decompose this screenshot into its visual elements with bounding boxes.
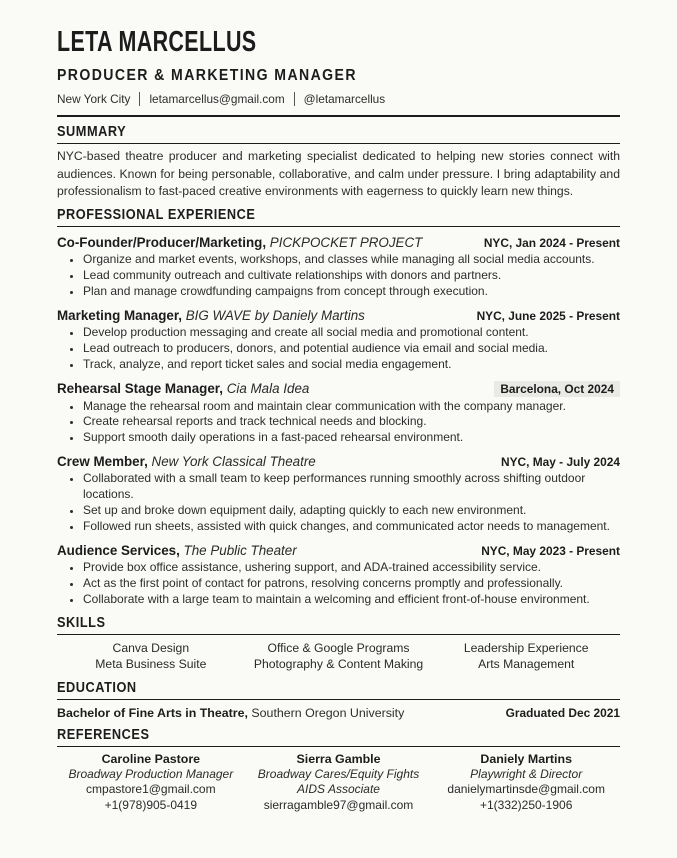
education-school: Southern Oregon University [251,705,405,720]
job-role: Marketing Manager, [57,307,183,323]
skills-heading: SKILLS [57,614,620,635]
job-bullet: • Set up and broke down equipment daily, adapting quickly to each new environment. [82,503,620,519]
section-references [57,726,620,814]
skills-grid [57,640,620,673]
job-date: Barcelona, Oct 2024 [494,381,620,397]
job-org: New York Classical Theatre [151,454,316,470]
person-name: LETA MARCELLUS [57,26,257,58]
job-org: PICKPOCKET PROJECT [269,235,423,251]
reference-card [432,751,620,814]
skill-item: Leadership Experience [463,640,589,655]
contact-location: New York City [57,92,131,107]
job-bullet: • Create rehearsal reports and track technical needs and blocking. [82,414,620,430]
job-header [57,381,620,397]
job-bullet: • Provide box office assistance, ushering support, and ADA-trained accessibility service. [82,560,620,576]
job-role: Rehearsal Stage Manager, [57,380,223,396]
reference-email: cmpastore1@gmail.com [86,782,216,797]
skill-item: Canva Design [112,640,190,655]
job-entry [57,543,620,608]
section-summary [57,123,620,200]
skill-item: Office & Google Programs [267,640,410,655]
skill-item: Arts Management [478,657,575,672]
job-bullet: • Manage the rehearsal room and maintain clear communication with the company manager. [82,399,620,415]
skill-item: Meta Business Suite [95,657,207,672]
job-bullets [57,471,620,535]
job-bullet: • Plan and manage crowdfunding campaigns from concept through execution. [82,284,620,300]
skills-column [245,640,433,673]
reference-phone: +1(978)905-0419 [104,798,198,813]
section-skills [57,614,620,673]
contact-divider [294,92,295,106]
education-degree: Bachelor of Fine Arts in Theatre, [57,705,248,720]
summary-heading: SUMMARY [57,123,620,144]
job-header [57,543,620,558]
job-bullets [57,325,620,373]
job-entry [57,308,620,373]
references-heading: REFERENCES [57,726,620,747]
references-grid [57,751,620,814]
education-row [57,706,620,720]
reference-card [57,751,245,814]
contact-divider [139,92,140,106]
reference-email: danielymartinsde@gmail.com [447,782,605,797]
job-date: NYC, June 2025 - Present [476,308,620,323]
job-role: Crew Member, [57,454,148,470]
reference-title: Playwright & Director [470,766,583,781]
reference-title: Broadway Production Manager [68,766,234,781]
job-bullet: • Followed run sheets, assisted with quick changes, and communicated actor needs to management. [82,519,620,535]
job-date: NYC, May - July 2024 [501,455,620,470]
summary-text: NYC-based theatre producer and marketing specialist dedicated to helping new stories connect with audiences. Known for being personable, collaborative, and calm under pressure. I bring adaptability and professionalism to fast-paced creative environments with eagerness to quickly learn new things. [57,149,620,198]
job-entry [57,381,620,447]
job-header [57,308,620,323]
reference-email: sierragamble97@gmail.com [263,797,414,812]
skills-column [57,640,245,673]
skills-column [432,640,620,673]
job-org: Cia Mala Idea [226,380,310,396]
job-bullet: • Collaborated with a small team to keep performances running smoothly across shifting outdoor locations. [82,471,620,503]
person-title: PRODUCER & MARKETING MANAGER [57,67,357,85]
skill-item: Photography & Content Making [253,657,424,672]
contact-handle: @letamarcellus [303,92,386,107]
job-date: NYC, May 2023 - Present [481,543,620,558]
job-bullet: • Act as the first point of contact for patrons, resolving concerns promptly and professionally. [82,576,620,592]
reference-phone: +1(332)250-1906 [479,798,573,813]
education-heading: EDUCATION [57,679,620,700]
experience-heading: PROFESSIONAL EXPERIENCE [57,206,620,227]
job-role: Co-Founder/Producer/Marketing, [57,235,267,251]
job-bullet: • Organize and market events, workshops, and classes while managing all social media accounts. [82,252,620,268]
job-org: BIG WAVE by Daniely Martins [185,307,365,323]
job-header [57,235,620,250]
header-rule [57,115,620,117]
job-bullet: • Track, analyze, and report ticket sales and social media engagement. [82,357,620,373]
reference-card [245,751,433,814]
education-date: Graduated Dec 2021 [505,705,620,720]
job-bullets [57,560,620,608]
job-bullet: • Lead outreach to producers, donors, and potential audience via email and social media. [82,341,620,357]
section-experience [57,206,620,608]
job-header [57,454,620,469]
reference-name: Caroline Pastore [101,751,201,766]
job-bullet: • Lead community outreach and cultivate relationships with donors and partners. [82,268,620,284]
job-bullets [57,399,620,447]
job-bullet: • Develop production messaging and create all social media and promotional content. [82,325,620,341]
job-org: The Public Theater [183,542,297,558]
contact-line [57,92,620,106]
section-education [57,679,620,720]
job-entry [57,235,620,300]
reference-name: Daniely Martins [480,751,572,766]
job-role: Audience Services, [57,542,180,558]
resume-header [57,26,620,117]
contact-email: letamarcellus@gmail.com [149,92,285,107]
reference-title: Broadway Cares/Equity Fights AIDS Associate [257,766,420,797]
reference-name: Sierra Gamble [296,751,381,766]
job-entry [57,454,620,535]
job-bullet: • Collaborate with a large team to maintain a welcoming and efficient front-of-house environment. [82,592,620,608]
job-date: NYC, Jan 2024 - Present [483,236,620,251]
job-bullet: • Support smooth daily operations in a fast-paced rehearsal environment. [82,430,620,446]
job-bullets [57,252,620,300]
